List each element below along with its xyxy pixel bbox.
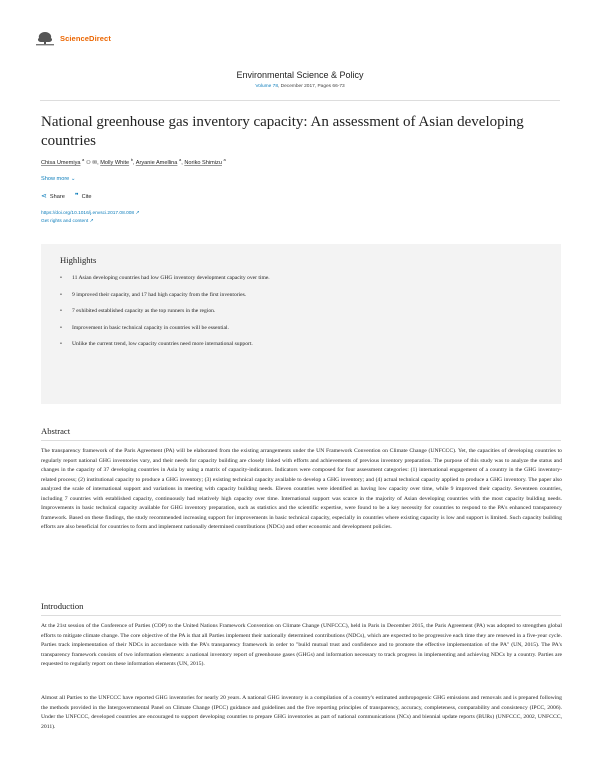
list-item xyxy=(60,340,320,349)
list-item xyxy=(60,324,320,333)
show-more-label: Show more xyxy=(41,176,70,182)
abstract-heading: Abstract xyxy=(41,426,71,436)
highlight-text: 11 Asian developing countries had low GHG inventory development capacity over time. xyxy=(72,275,270,281)
highlight-text: Improvement in basic technical capacity in countries will be essential. xyxy=(72,324,229,331)
external-link-icon: ↗ xyxy=(89,219,94,224)
mail-icon[interactable]: ✉ xyxy=(92,159,98,166)
bullet-icon: • xyxy=(60,308,62,314)
share-label: Share xyxy=(49,194,65,200)
author-list: Chisa Umemiya $^a$ ⚇ ✉, Molly White $^b$, Aryanie Amellina $^a$, Noriko Shimizu $^a$ xyxy=(41,157,226,166)
doi-link[interactable] xyxy=(41,211,139,216)
author-link[interactable]: Aryanie Amellina xyxy=(135,159,178,166)
doi-text: https://doi.org/10.1016/j.envsci.2017.08.008 xyxy=(41,211,135,216)
affiliation-sup: b xyxy=(130,157,133,162)
affiliation-sup: a xyxy=(82,157,85,162)
header-divider xyxy=(40,100,560,101)
author-link[interactable]: Chisa Umemiya xyxy=(41,159,81,166)
page-title: National greenhouse gas inventory capacity: An assessment of Asian developing countries xyxy=(41,114,524,149)
abstract-divider xyxy=(41,440,561,441)
quote-icon: ❞ xyxy=(74,193,79,200)
elsevier-tree-icon xyxy=(34,30,56,46)
share-icon: ⋖ xyxy=(41,193,47,200)
introduction-paragraph: At the 21st session of the Conference of Parties (COP) to the United Nations Framework Convention on Climate Change (UNFCCC), held in Paris in December 2015, the Paris Agreement (PA) was adopted to strengthen global efforts to mitigate climate change. The core objective of the PA is that all Parties implement their nationally determined contributions (NDCs), which are expected to be progressive each time they are renewed in a five-year cycle. Parties track implementation of their NDCs in accordance with the PA's transparency framework in order to "build mutual trust and confidence and to promote the effective implementation of the PA" (UN, 2015). The PA's transparency framework consists of two information elements: a national inventory report of greenhouse gases (GHGs) and information necessary to track progress in implementing and achieving NDCs by a country. Parties are requested to regularly report on these information elements (UN, 2015). xyxy=(41,623,562,667)
sciencedirect-brand[interactable] xyxy=(34,30,111,46)
cite-label: Cite xyxy=(81,194,92,200)
highlights-title: Highlights xyxy=(60,255,97,265)
brand-name: ScienceDirect xyxy=(60,33,111,43)
chevron-down-icon: ⌄ xyxy=(70,176,76,182)
list-item xyxy=(60,307,320,316)
rights-link[interactable] xyxy=(41,219,94,224)
author-link[interactable]: Noriko Shimizu xyxy=(184,159,222,166)
bullet-icon: • xyxy=(60,291,62,298)
volume-line xyxy=(0,84,600,89)
affiliation-sup: a xyxy=(178,157,182,162)
author-link[interactable]: Molly White xyxy=(100,159,130,166)
show-more-button[interactable] xyxy=(41,176,76,182)
introduction-paragraph: Almost all Parties to the UNFCCC have reported GHG inventories for nearly 20 years. A national GHG inventory is a compilation of a country's estimated anthropogenic GHG emissions and removals and is prepared following the methods provided in the Intergovernmental Panel on Climate Change (IPCC) guidance and guidelines and the five reporting principles of transparency, accuracy, completeness, comparability and consistency (IPCC, 2006). Under the UNFCCC, developed countries are encouraged to support developing countries to prepare GHG inventories as part of national communications (NCs) and biennial update reports (BURs) (UNFCCC, 2002, UNFCCC, 2011). xyxy=(41,695,562,730)
journal-name[interactable]: Environmental Science & Policy xyxy=(236,70,364,80)
list-item xyxy=(60,291,320,300)
highlights-box xyxy=(41,244,561,404)
bullet-icon: • xyxy=(60,341,62,347)
highlight-text: 9 improved their capacity, and 17 had high capacity from the first inventories. xyxy=(72,291,247,298)
bullet-icon: • xyxy=(60,275,62,281)
highlight-text: Unlike the current trend, low capacity countries need more international support. xyxy=(72,341,253,347)
abstract-text: The transparency framework of the Paris Agreement (PA) will be elaborated from the existing arrangements under the UN Framework Convention on Climate Change (UNFCCC). Yet, the capacities of developing countries to regularly report national GHG inventories vary, and their needs for capacity building are closely linked with efforts and achievements of previous inventory preparation. The purpose of this study was to analyze the status and changes in the capacity of 37 developing countries in Asia by using a matrix of capacity-indicators. Indicators were composed for four assessment categories: (1) international engagement of a country in the GHG inventory-related process; (2) institutional capacity to produce a GHG inventory; (3) existing technical capacity available to develop a GHG inventory; and (4) actual technical capacity applied to produce a GHG inventory. The paper also analyzed the scale of international support and variations in meeting with capacity building needs. Eleven countries were identified as having low capacity over time, while 9 improved their capacity. Seventeen countries, including 7 countries with established capacity, continuously had relatively high capacity over time. International support was scarce in the majority of Asian developing countries with the most capacity building needs. Improvements in basic technical capacity available for GHG inventory preparation, such as statistics and the scientific expertise, were found to be a key necessity for countries to respond to the PA's enhanced transparency framework. Based on these findings, the study recommended increasing support for improvements in basic technical capacity, especially in countries where existing capacity is low and support is limited. Such capacity building efforts are also beneficial for countries to form and implement nationally determined contributions (NDCs) and other economic and development policies. xyxy=(41,448,562,530)
list-item xyxy=(60,274,320,283)
volume-link[interactable]: Volume 78 xyxy=(255,84,278,89)
affiliation-sup: a xyxy=(223,157,226,162)
introduction-heading: Introduction xyxy=(41,601,84,611)
share-button[interactable] xyxy=(41,192,65,200)
bullet-icon: • xyxy=(60,324,62,331)
highlights-list xyxy=(60,274,320,357)
rights-text: Get rights and content xyxy=(41,219,89,224)
cite-button[interactable] xyxy=(75,192,92,200)
highlight-text: 7 exhibited established capacity as the top runners in the region. xyxy=(72,308,216,314)
introduction-divider xyxy=(41,615,561,616)
article-actions xyxy=(41,192,92,200)
person-icon[interactable]: ⚇ xyxy=(85,159,91,166)
external-link-icon: ↗ xyxy=(135,211,140,216)
date-pages: , December 2017, Pages 66-73 xyxy=(278,84,345,89)
